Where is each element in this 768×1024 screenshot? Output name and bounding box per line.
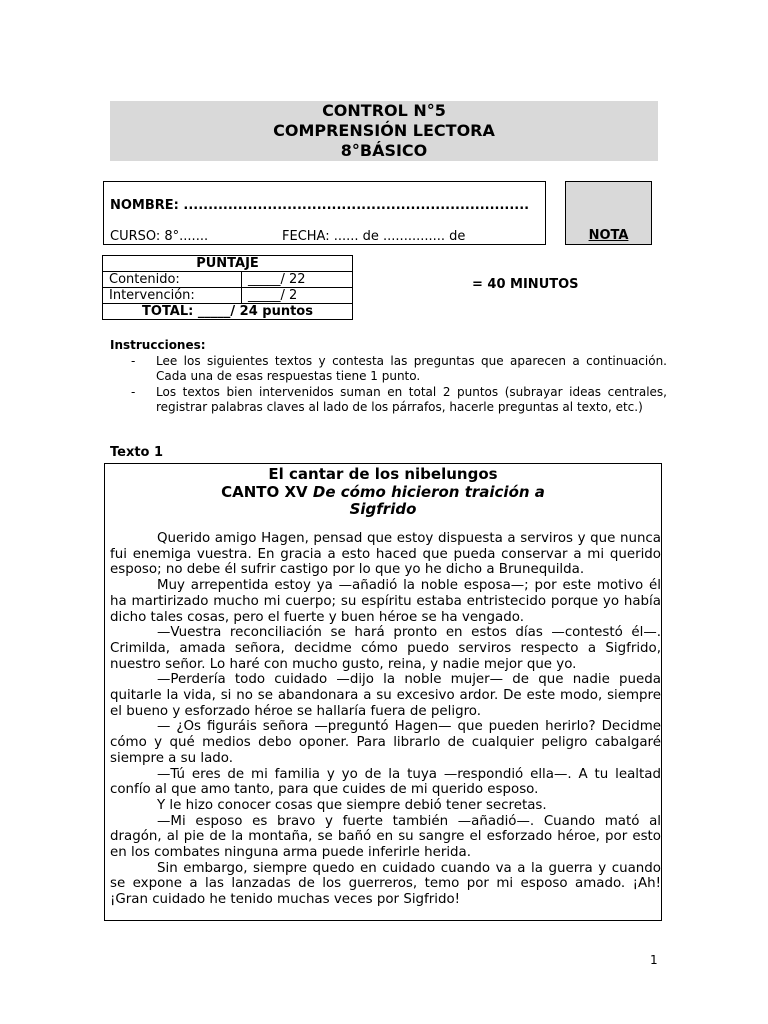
story-paragraph: —Vuestra reconciliación se hará pronto en estos días —contestó él—. Crimilda, amada señora, decidme cómo puedo serviros respecto a Sigfrido, nuestro señor. Lo haré con mucho gusto, reina, y nadie mejor que yo. <box>110 625 661 672</box>
story-title: El cantar de los nibelungos <box>268 465 498 483</box>
title-block <box>110 101 658 161</box>
title-line-2: COMPRENSIÓN LECTORA <box>273 121 495 140</box>
score-table-header-row <box>103 256 353 272</box>
curso-field[interactable]: CURSO: 8°....... <box>110 229 209 244</box>
story-paragraph: — ¿Os figuráis señora —preguntó Hagen— que pueden herirlo? Decidme cómo y qué medios debo oponer. Para librarlo de cualquier peligro cabalgaré siempre a su lado. <box>110 719 661 766</box>
story-body <box>110 531 661 908</box>
story-subtitle: De cómo hicieron traición a <box>312 482 545 501</box>
story-paragraph: —Tú eres de mi familia y yo de la tuya —respondió ella—. A tu lealtad confío al que amo tanto, para que cuides de mi querido esposo. <box>110 766 661 798</box>
time-limit: = 40 MINUTOS <box>472 277 579 292</box>
title-line-1: CONTROL N°5 <box>322 101 446 120</box>
story-paragraph: —Perdería todo cuidado —dijo la noble mujer— de que nadie pueda quitarle la vida, si no se abandonara a su excesivo ardor. De este modo, siempre el bueno y esforzado héroe se hallaría fuera de peligro. <box>110 672 661 719</box>
score-value[interactable]: _____/ 2 <box>242 288 353 304</box>
instructions-list <box>110 354 667 416</box>
score-label: Intervención: <box>103 288 242 304</box>
grade-label: NOTA <box>588 228 629 243</box>
instruction-item <box>110 385 667 416</box>
page-number: 1 <box>650 953 658 967</box>
story-paragraph: Y le hizo conocer cosas que siempre debió tener secretas. <box>157 797 547 813</box>
story-paragraph: Sin embargo, siempre quedo en cuidado cuando va a la guerra y cuando se expone a las lanzadas de los guerreros, temo por mi esposo amado. ¡Ah! ¡Gran cuidado he tenido muchas veces por Sigfrido! <box>110 860 661 908</box>
instructions-heading: Instrucciones: <box>110 338 206 352</box>
score-value[interactable]: _____/ 22 <box>242 272 353 288</box>
text-section-label: Texto 1 <box>110 445 164 460</box>
instruction-text: Lee los siguientes textos y contesta las preguntas que aparecen a continuación. Cada una de esas respuestas tiene 1 punto. <box>156 353 667 383</box>
score-label: Contenido: <box>103 272 242 288</box>
story-paragraph: Querido amigo Hagen, pensad que estoy dispuesta a serviros y que nunca fui enemiga vuestra. En gracia a esto haced que pueda conservar a mi querido esposo; no debe él sufrir castigo por lo que yo he dicho a Brunequilda. <box>110 531 661 578</box>
score-row-contenido <box>103 272 353 288</box>
story-paragraph: Muy arrepentida estoy ya —añadió la noble esposa—; por este motivo él ha martirizado mucho mi cuerpo; su espíritu estaba entristecido porque yo había dicho tales cosas, pero el fuerte y buen héroe se ha vengado. <box>110 578 661 625</box>
student-info-box <box>103 181 546 245</box>
story-title-block <box>105 466 661 519</box>
score-table-title: PUNTAJE <box>103 256 353 272</box>
instruction-text: Los textos bien intervenidos suman en total 2 puntos (subrayar ideas centrales, registrar palabras claves al lado de los párrafos, hacerle preguntas al texto, etc.) <box>156 384 667 414</box>
story-canto-line <box>105 484 661 502</box>
reading-text-box <box>104 463 662 921</box>
score-table <box>102 255 353 320</box>
bullet-dash: - <box>131 384 136 399</box>
story-subtitle-line-2 <box>105 501 661 519</box>
title-line-3: 8°BÁSICO <box>340 141 428 160</box>
grade-box <box>565 181 652 245</box>
story-paragraph: —Mi esposo es bravo y fuerte también —añadió—. Cuando mató al dragón, al pie de la montaña, se bañó en su sangre el esforzado héroe, por esto en los combates ninguna arma puede inferirle herida. <box>110 813 661 861</box>
bullet-dash: - <box>131 353 136 368</box>
score-row-total <box>103 304 353 320</box>
story-canto: CANTO XV <box>221 482 308 501</box>
instructions <box>110 338 667 416</box>
score-row-intervencion <box>103 288 353 304</box>
fecha-field[interactable]: FECHA: ...... de ............... de <box>282 229 466 244</box>
nombre-field[interactable]: NOMBRE: ...................................................................... <box>110 198 530 213</box>
story-subtitle-cont: Sigfrido <box>349 500 417 518</box>
score-total: TOTAL: _____/ 24 puntos <box>103 304 353 320</box>
instruction-item <box>110 354 667 385</box>
